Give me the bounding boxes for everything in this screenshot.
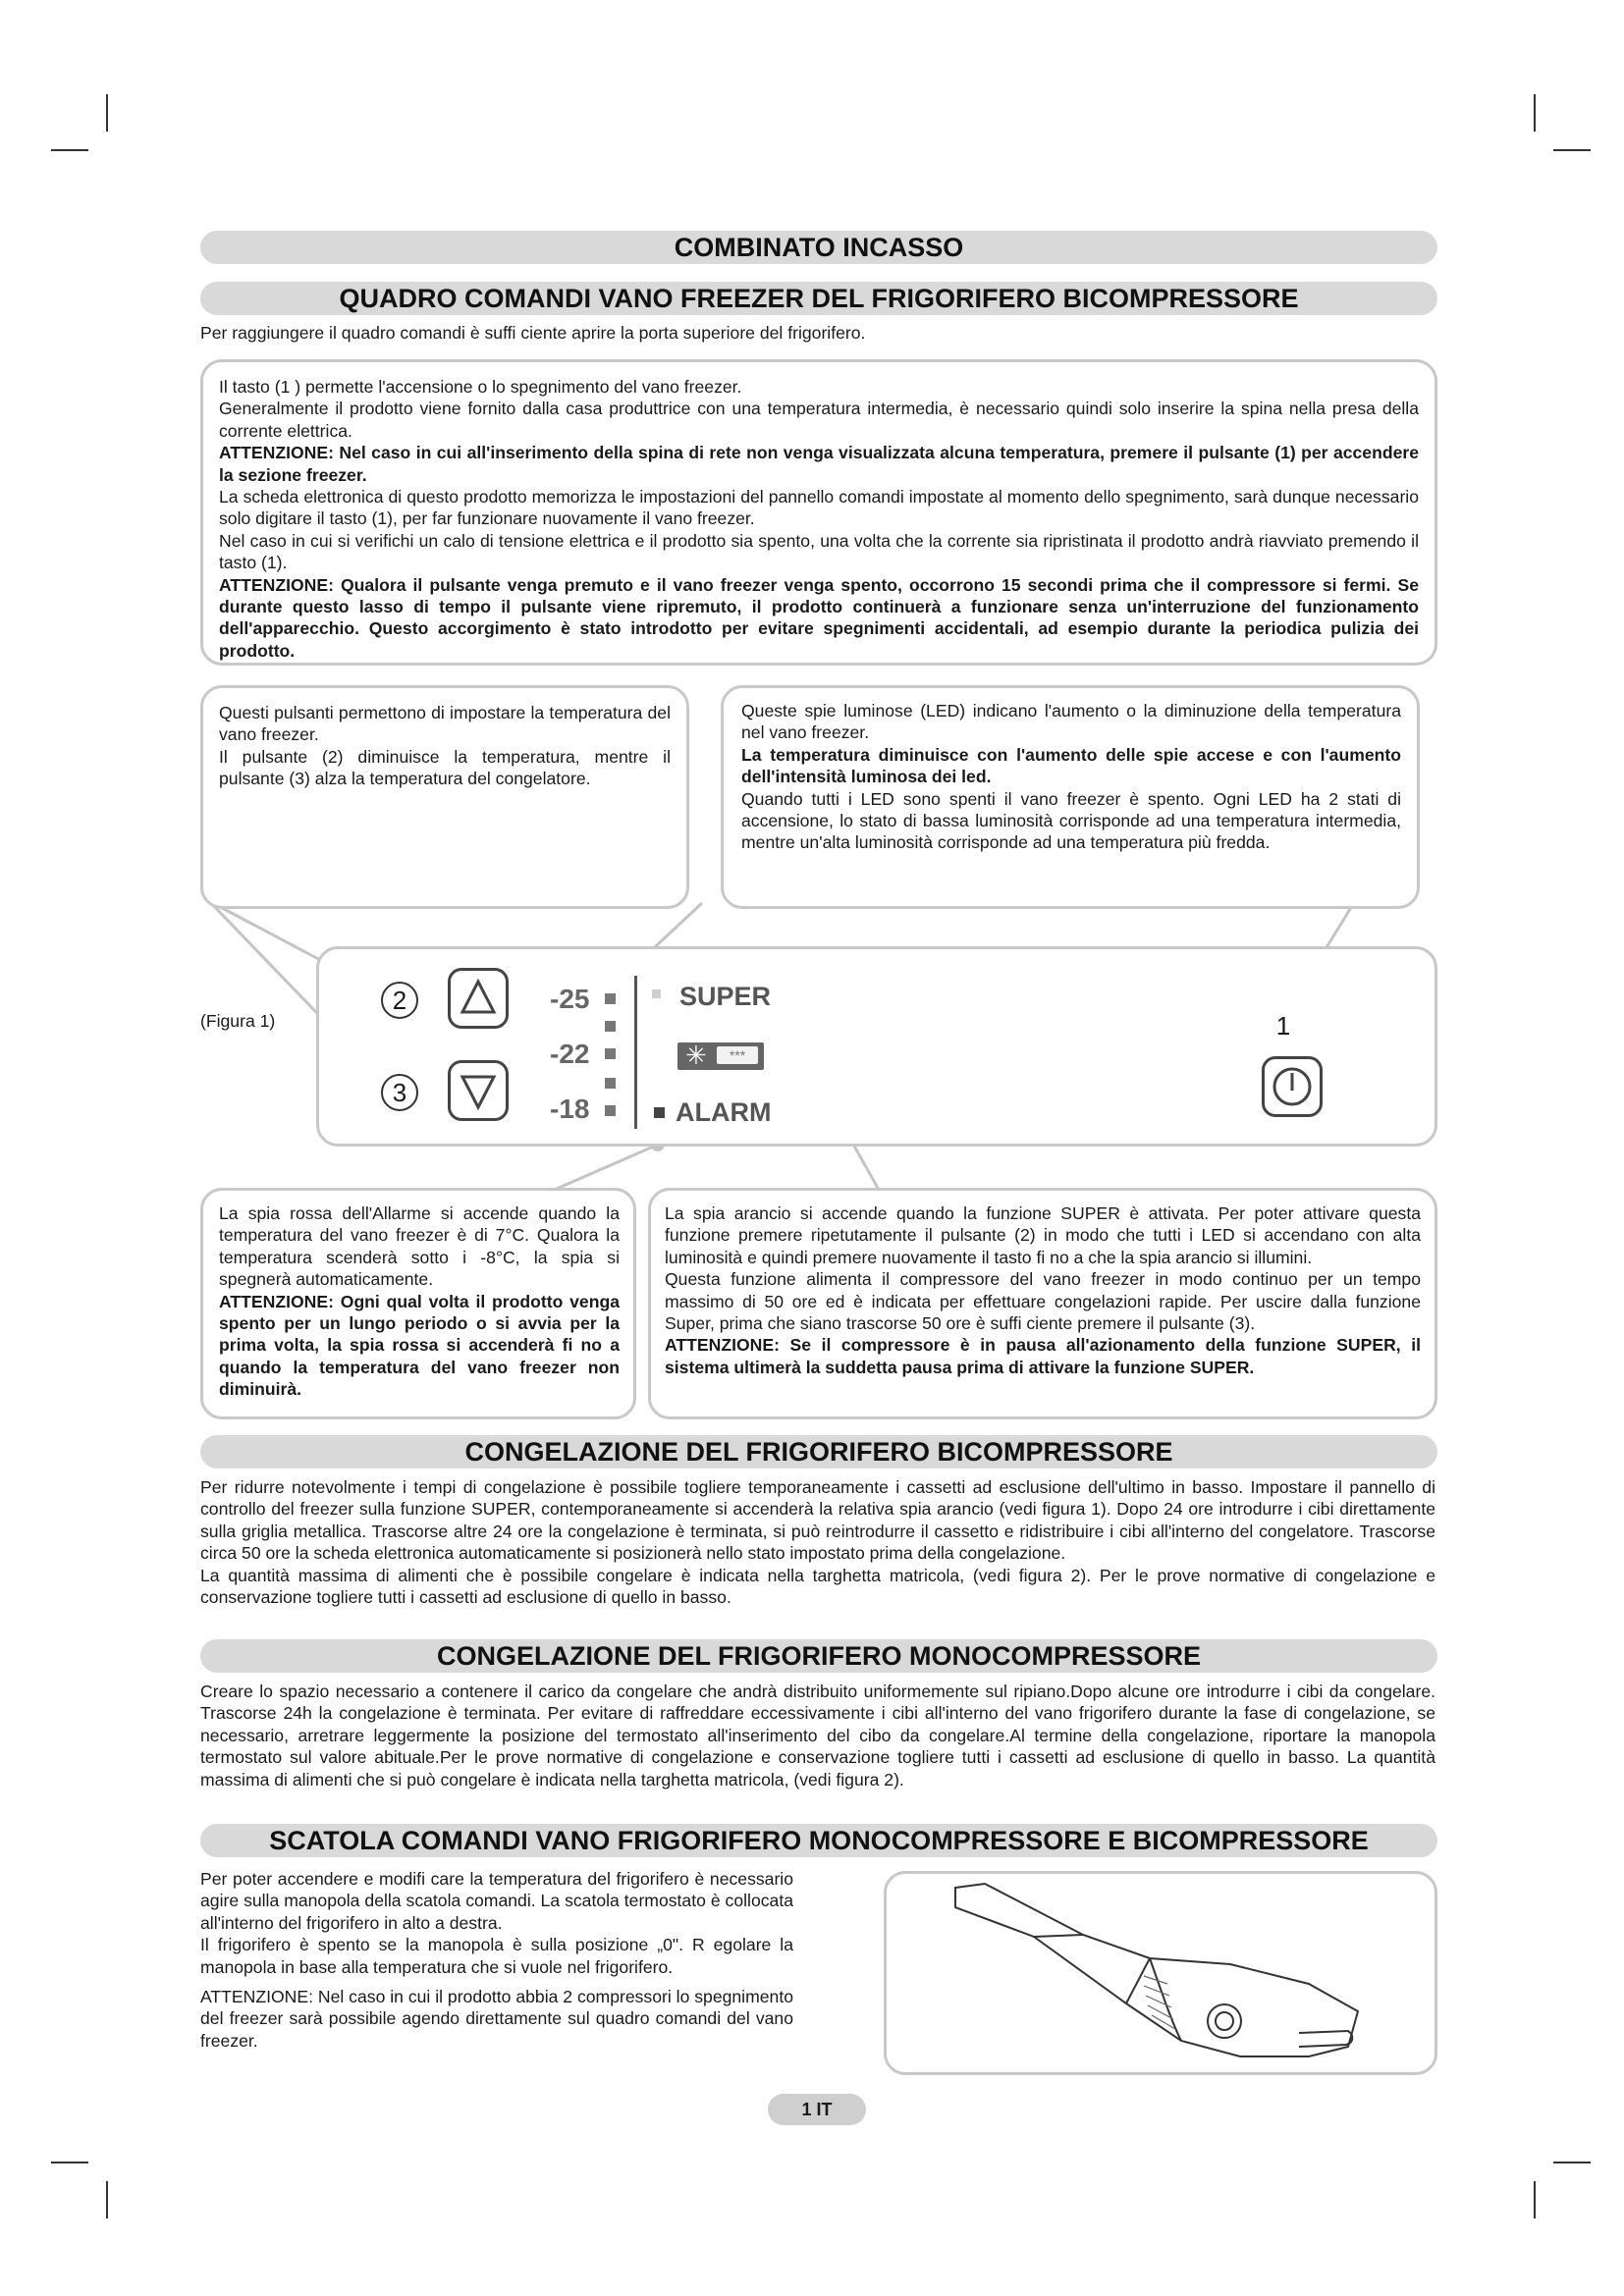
info-box-main: [200, 359, 1437, 666]
paragraph: Per poter accendere e modifi care la temperatura del frigorifero è necessario agire sulla manopola della scatola comandi. La scatola termostato è collocata all'interno del frigorifero in alto a destra.: [200, 1869, 793, 1933]
intro-text: Per raggiungere il quadro comandi è suffi ciente aprire la porta superiore del frigorifero.: [200, 323, 866, 343]
paragraph: Creare lo spazio necessario a contenere il carico da congelare che andrà distribuito uniformemente sul ripiano.Dopo alcune ore introdurre i cibi da congelare. Trascorse 24h la congelazione è terminata. Per evitare di raffreddare eccessivamente i cibi all'interno del vano frigorifero durante la fase di congelazione, se necessario, arretrare leggermente la posizione del termostato all'inserimento del cibo da congelare.Al termine della congelazione, riportare la manopola termostato sul valore abituale.Per le prove normative di congelazione e conservazione togliere tutti i cassetti ad esclusione di quello in basso. La quantità massima di alimenti che si può congelare è indicata nella targhetta matricola, (vedi figura 2).: [200, 1682, 1435, 1789]
section-heading-bicomp: CONGELAZIONE DEL FRIGORIFERO BICOMPRESSORE: [200, 1435, 1437, 1468]
paragraph: La spia rossa dell'Allarme si accende quando la temperatura del vano freezer è di 7°C. Qualora la temperatura scenderà sotto i -8°C, la spia si spegnerà automaticamente.: [219, 1203, 620, 1290]
super-label: SUPER: [679, 982, 772, 1011]
warning-paragraph: ATTENZIONE: Ogni qual volta il prodotto venga spento per un lungo periodo o si avvia per la prima volta, la spia rossa si accenderà fi no a quando la temperatura del vano freezer non diminuirà.: [219, 1291, 620, 1400]
paragraph: Questa funzione alimenta il compressore del vano freezer in modo continuo per un tempo massimo di 50 ore ed è indicata per effettuare congelazioni rapide. Per uscire dalla funzione Super, prima che siano trascorse 50 ore è suffi ciente premere il pulsante (3).: [665, 1269, 1421, 1334]
paragraph: Per ridurre notevolmente i tempi di congelazione è possibile togliere temporaneamente i cassetti ad esclusione dell'ultimo in basso. Impostare il pannello di controllo del freezer sulla funzione SUPER, contemporaneamente si accenderà la relativa spia arancio (vedi figura 1). Dopo 24 ore introdurre i cibi direttamente sulla griglia metallica. Trascorse altre 24 ore la congelazione è terminata, si può reintrodurre il cassetto e ridistribuire i cibi all'interno del congelatore. Trascorse circa 50 ore la scheda elettronica automaticamente si posizionerà nello stato impostato prima della congelazione.: [200, 1477, 1435, 1564]
warning-paragraph: ATTENZIONE: Nel caso in cui all'inserimento della spina di rete non venga visualizzata alcuna temperatura, premere il pulsante (1) per accendere la sezione freezer.: [219, 443, 1419, 485]
warning-paragraph: ATTENZIONE: Qualora il pulsante venga premuto e il vano freezer venga spento, occorrono 15 secondi prima che il compressore si fermi. Se durante questo lasso di tempo il pulsante viene ripremuto, il prodotto continuerà a funzionare senza un'interruzione del funzionamento dell'apparecchio. Questo accorgimento è stato introdotto per evitare spegnimenti accidentali, ad esempio durante la periodica pulizia dei prodotto.: [219, 574, 1419, 661]
info-box-alarm: [200, 1188, 636, 1419]
led-indicator: [605, 993, 616, 1004]
triangle-down-icon: [451, 1063, 506, 1118]
power-icon: [1265, 1059, 1320, 1114]
paragraph: Il frigorifero è spento se la manopola è sulla posizione „0". R egolare la manopola in base alla temperatura che si vuole nel frigorifero.: [200, 1935, 793, 1977]
led-indicator: [605, 1078, 616, 1089]
figure-label: (Figura 1): [200, 1011, 276, 1031]
paragraph-bold: La temperatura diminuisce con l'aumento delle spie accese e con l'aumento dell'intensità luminosa dei led.: [741, 744, 1401, 787]
info-box-super: [648, 1188, 1437, 1419]
info-box-main-text: [219, 376, 1419, 662]
triangle-up-icon: [451, 971, 506, 1026]
temp-label-minus18: -18: [550, 1094, 590, 1124]
section-monocomp-text: [200, 1681, 1435, 1790]
section-heading-control-panel: QUADRO COMANDI VANO FREEZER DEL FRIGORIFERO BICOMPRESSORE: [200, 282, 1437, 315]
freezer-star-badge: [677, 1042, 764, 1070]
temperature-down-button[interactable]: [448, 968, 509, 1029]
paragraph: La spia arancio si accende quando la funzione SUPER è attivata. Per poter attivare questa funzione premere ripetutamente il pulsante (2) in modo che tutti i LED si accendano con alta luminosità e quindi premere nuovamente il tasto fi no a che la spia arancio si illumini.: [665, 1203, 1421, 1267]
led-indicator: [605, 1105, 616, 1116]
paragraph: Il pulsante (2) diminuisce la temperatura, mentre il pulsante (3) alza la temperatura del congelatore.: [219, 746, 671, 789]
section-scatola-text: [200, 1868, 793, 2052]
temperature-up-button[interactable]: [448, 1060, 509, 1121]
thermostat-illustration-frame: [884, 1871, 1437, 2075]
panel-divider: [634, 976, 637, 1129]
power-button[interactable]: [1262, 1056, 1323, 1117]
paragraph: Il tasto (1 ) permette l'accensione o lo spegnimento del vano freezer.: [219, 377, 742, 397]
temp-label-minus22: -22: [550, 1039, 590, 1069]
alarm-led: [654, 1107, 665, 1118]
paragraph: Queste spie luminose (LED) indicano l'aumento o la diminuzione della temperatura nel vano freezer.: [741, 701, 1401, 743]
thermostat-box-illustration: [887, 1874, 1435, 2072]
led-indicator: [605, 1048, 616, 1059]
paragraph: ATTENZIONE: Nel caso in cui il prodotto abbia 2 compressori lo spegnimento del freezer sarà possibile agendo direttamente sul quadro comandi del vano freezer.: [200, 1987, 793, 2051]
info-box-leds-text: [741, 700, 1401, 854]
super-led: [652, 989, 661, 998]
number-3-callout: 3: [381, 1074, 418, 1111]
number-1-callout: 1: [1275, 1011, 1291, 1041]
paragraph: Questi pulsanti permettono di impostare la temperatura del vano freezer.: [219, 703, 671, 745]
star-rating: ***: [717, 1046, 758, 1064]
page-number: 1 IT: [768, 2094, 866, 2125]
section-heading-control-box: SCATOLA COMANDI VANO FRIGORIFERO MONOCOMPRESSORE E BICOMPRESSORE: [200, 1824, 1437, 1857]
paragraph: La scheda elettronica di questo prodotto memorizza le impostazioni del pannello comandi impostate al momento dello spegnimento, sarà dunque necessario solo digitare il tasto (1), per far funzionare nuovamente il vano freezer.: [219, 487, 1419, 529]
title-band: COMBINATO INCASSO: [200, 231, 1437, 264]
warning-paragraph: ATTENZIONE: Se il compressore è in pausa all'azionamento della funzione SUPER, il sistema ultimerà la suddetta pausa prima di attivare la funzione SUPER.: [665, 1335, 1421, 1377]
info-box-leds: [721, 685, 1420, 909]
paragraph: Quando tutti i LED sono spenti il vano freezer è spento. Ogni LED ha 2 stati di accensione, lo stato di bassa luminosità corrisponde ad una temperatura intermedia, mentre un'alta luminosità corrisponde ad una temperatura più fredda.: [741, 788, 1401, 853]
snowflake-icon: ✳: [685, 1041, 707, 1070]
section-heading-monocomp: CONGELAZIONE DEL FRIGORIFERO MONOCOMPRESSORE: [200, 1639, 1437, 1673]
led-indicator: [605, 1021, 616, 1032]
temp-label-minus25: -25: [550, 984, 590, 1014]
paragraph: Nel caso in cui si verifichi un calo di tensione elettrica e il prodotto sia spento, una volta che la corrente sia ripristinata il prodotto andrà riavviato premendo il tasto (1).: [219, 530, 1419, 573]
alarm-label: ALARM: [676, 1097, 772, 1127]
paragraph: Generalmente il prodotto viene fornito dalla casa produttrice con una temperatura intermedia, è necessario quindi solo inserire la spina nella presa della corrente elettrica.: [219, 399, 1419, 441]
info-box-buttons-text: [219, 702, 671, 790]
paragraph: La quantità massima di alimenti che è possibile congelare è indicata nella targhetta matricola, (vedi figura 2). Per le prove normative di congelazione e conservazione togliere tutti i cassetti ad esclusione di quello in basso.: [200, 1565, 1435, 1608]
info-box-alarm-text: [219, 1202, 620, 1401]
number-2-callout: 2: [381, 982, 418, 1019]
info-box-buttons: [200, 685, 689, 909]
info-box-super-text: [665, 1202, 1421, 1378]
section-bicomp-text: [200, 1476, 1435, 1608]
